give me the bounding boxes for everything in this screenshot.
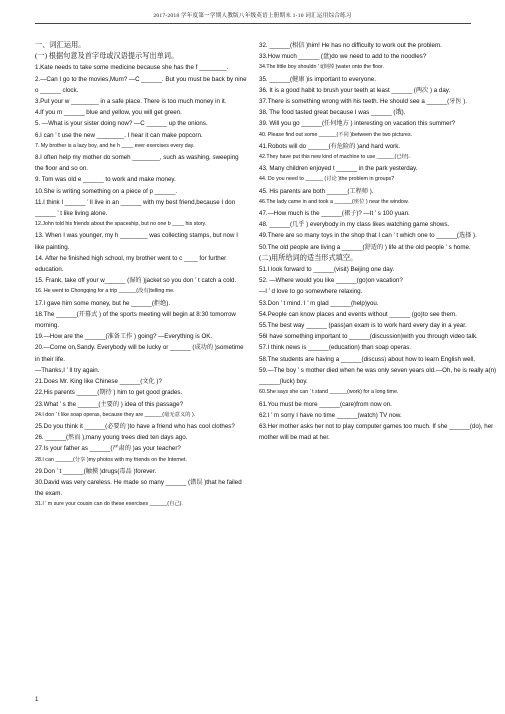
exercise-item: 62.I ’ m sorry I have no time ______(watch) TV now. — [259, 411, 402, 419]
exercise-item: 27.Is your father as ______(严肃的 )as your teacher? — [35, 445, 181, 453]
exercise-item: 15. Frank, take off your w______ (湿的 )jacket so you don ’ t catch a cold. — [35, 277, 237, 285]
exercise-item: 47.—How much is the ______(裙子)? —It ’ s 100 yuan. — [259, 210, 410, 218]
exercise-item: 39. Will you go ______(任何地方 ) interesting on vacation this summer? — [259, 120, 456, 128]
exercise-item: 14. After he finished high school, my brother went to c ____ for further education. — [35, 254, 227, 274]
exercise-item: 45. His parents are both ______(工程师 ). — [259, 187, 374, 195]
exercise-item: 37.There is something wrong with his teeth. He should see a ______(牙医 ). — [259, 98, 468, 106]
exercise-item: 4.If you m ______ blue and yellow, you will get green. — [35, 109, 182, 117]
exercise-item: 23.What ’ s the ______(主要的 ) idea of this passage? — [35, 400, 184, 408]
exercise-item: 11.I think I ______ ’ ll live in an ______ with my best friend,because I don ______ ’ t like living alone. — [35, 198, 236, 218]
exercise-item: 2.—Can I go to the movies,Mum? —C ______. But you must be back by nine o ______ clock. — [35, 75, 247, 94]
exercise-item: 41.Robots will do ______(有危险的 )and hard work. — [259, 142, 401, 150]
section-heading: (一) 根据句意及首字母或汉语提示写出单词。 — [35, 52, 179, 61]
left-column — [35, 40, 248, 511]
exercise-item: 48. ______(几乎 ) everybody in my class likes watching game shows. — [259, 221, 450, 229]
exercise-item: 36. It is a good habit to brush your teeth at least ______ (两次 ) a day. — [259, 86, 451, 94]
exercise-item: 53.Don ’ t mind. I ’ m glad ______(help)you. — [259, 299, 379, 307]
exercise-item: 58.The students are having a ______(discuss) about how to learn English well. — [259, 355, 476, 363]
exercise-item: 33.How much ______ (盘)do we need to add to the noodles? — [259, 53, 427, 61]
exercise-item: 34.The little boy shouldn ’ t(倒掉 )water onto the floor. — [259, 64, 384, 71]
section-heading: (二)用所给词的适当形式填空。 — [259, 253, 358, 262]
exercise-item: 46.The lady came in and took a ______(座位 ) near the window. — [259, 198, 409, 205]
exercise-item: 42.They have put this new kind of machine to use ______(已经). — [259, 154, 411, 161]
page-number: 1 — [35, 697, 39, 703]
exercise-item: 20.—Come on,Sandy. Everybody will be lucky or ______ (成功的 )sometime in their life. — [35, 344, 244, 363]
exercise-item: 31.I ’ m sure your cousin can do these exercises ______(自己). — [35, 501, 183, 508]
exercise-item: 18.The ______(开幕式 ) of the sports meeting will begin at 8:30 tomorrow morning. — [35, 310, 236, 330]
exercise-item: 60.She says she can ’ t stand ______(work) for a long time. — [259, 389, 399, 396]
exercise-item: 43. Many children enjoyed t ______ in the park yesterday. — [259, 165, 418, 173]
exercise-item: —Thanks,I ’ ll try again. — [35, 366, 100, 374]
exercise-item: 8.I often help my mother do someh ________, such as washing, sweeping the floor and so on. — [35, 154, 239, 173]
exercise-item: 13. When I was younger, my h ________ was collecting stamps, but now I like painting. — [35, 232, 238, 251]
exercise-item: 38. The food tasted great because I was ______ (饿). — [259, 109, 406, 117]
exercise-item: 52. —Where would you like ______(go)on vacation? — [259, 277, 403, 285]
exercise-item: 28.I can ______(分享 )my photos with my friends on the Internet. — [35, 456, 187, 463]
header-rule — [35, 23, 471, 24]
exercise-item: 50.The old people are living a ______(舒适的 ) life at the old people ’ s home. — [259, 243, 471, 251]
exercise-item: 63.Her mother asks her not to play computer games too much. If she ______(do), her mother will be mad at her. — [259, 422, 494, 442]
exercise-item: 25.Do you think it ______(必要的 )to have a friend who has cool clothes? — [35, 422, 235, 430]
exercise-item: 32. ______(相信 )him! He has no difficulty to work out the problem. — [259, 42, 442, 49]
exercise-item: 26. ______(然而 ),many young trees died ten days ago. — [35, 434, 188, 442]
exercise-item: 61.You must be more ______(care)from now on. — [259, 400, 392, 408]
exercise-item: 10.She is writing something on a piece of p ______. — [35, 187, 178, 195]
page-header: 2017-2018 学年度第一学期人教版八年级英语上册期末 1-10 词汇运用综合练习 — [153, 13, 352, 19]
exercise-item: 9. Tom was old e ______ to work and make money. — [35, 176, 176, 184]
right-column — [259, 40, 497, 443]
exercise-item: 55.The best way ______ (pass)an exam is to work hard every day in a year. — [259, 322, 467, 330]
exercise-item: 16. He went to Chongqing for a trip ______(没有)telling me. — [35, 288, 175, 295]
exercise-item: 3.Put your w ________ in a safe place. There is too much money in it. — [35, 98, 227, 106]
exercise-item: 5. —What is your sister doing now? —C ______ up the onions. — [35, 120, 208, 128]
exercise-item: 44. Do you need to ______ (讨论 )the problem in groups? — [259, 176, 395, 183]
exercise-item: 12.John told his friends about the spaceship, but no one b ____ his story. — [35, 221, 207, 228]
exercise-item: 59.—The boy ’ s mother died when he was only seven years old.—Oh, he is really a(n) ______(luck) boy. — [259, 366, 497, 386]
exercise-item: —I ’ d love to go somewhere relaxing. — [259, 288, 363, 296]
exercise-item: 49.There are so many toys in the shop that I can ’ t which one to ______(选择 ). — [259, 232, 477, 240]
exercise-item: 40. Please find out some ______(不同 )between the two pictures. — [259, 131, 413, 138]
exercise-item: 17.I gave him some money, but he ______(拒绝). — [35, 299, 171, 307]
exercise-item: 30.David was very careless. He made so many ______ (错误 )that he failed the exam. — [35, 478, 242, 498]
exercise-item: 19.—How are the ______(准备工作 ) going? —Everything is OK. — [35, 333, 213, 341]
exercise-item: 7. My brother is a lazy boy, and he h ____ ever exercises every day. — [35, 142, 195, 149]
exercise-item: 24.I don ’ t like soap operas, because they are ______(毫无意义的 ). — [35, 411, 196, 418]
exercise-item: 1.Kate needs to take some medicine because she has the f ________. — [35, 64, 229, 72]
exercise-item: 51.I look forward to ______(visit) Beijing one day. — [259, 266, 395, 274]
exercise-item: 6.I can ’ t use the new ________. I hear it can make popcorn. — [35, 131, 203, 139]
exercise-item: 35. ______(健康 )is important to everyone. — [259, 75, 376, 83]
section-heading: 一、词汇运用。 — [35, 41, 86, 49]
exercise-item: 29.Don ’ t ______(触摸 )drugs(毒品 )forever. — [35, 467, 157, 475]
exercise-item: 21.Does Mr. King like Chinese ______(文化 )? — [35, 378, 162, 386]
exercise-item: 54.People can know places and events without ______ (go)to see them. — [259, 310, 457, 318]
exercise-item: 57.I think news is ______(education) than soap operas. — [259, 344, 412, 352]
exercise-item: 56I have something important to ______(discussion)with you through video talk. — [259, 333, 478, 341]
exercise-item: 22.His parents ______(期待 ) him to get good grades. — [35, 389, 183, 397]
